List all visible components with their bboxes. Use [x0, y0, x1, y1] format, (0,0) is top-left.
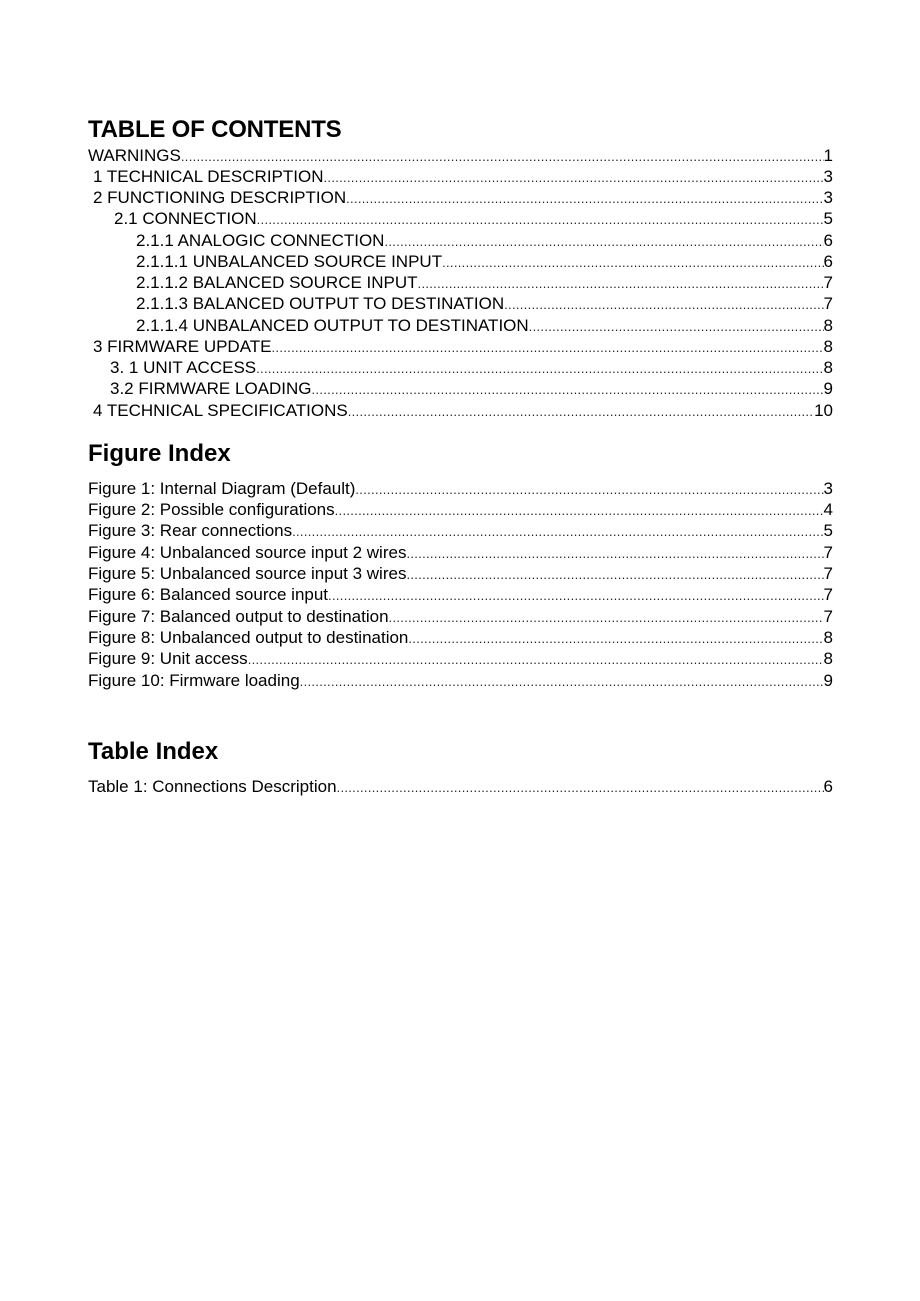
- toc-entry[interactable]: 2.1 CONNECTION ..... 5: [88, 208, 833, 229]
- figure-entry[interactable]: Figure 10: Firmware loading ..... 9: [88, 670, 833, 691]
- dot-leader: [257, 209, 824, 230]
- toc-entry[interactable]: 2.1.1.3 BALANCED OUTPUT TO DESTINATION ..... 7: [88, 293, 833, 314]
- dot-leader: [346, 188, 823, 209]
- dot-leader: [256, 358, 823, 379]
- figure-entry[interactable]: Figure 1: Internal Diagram (Default) ..... 3: [88, 478, 833, 499]
- dot-leader: [529, 316, 824, 337]
- figure-entry[interactable]: Figure 9: Unit access ..... 8: [88, 648, 833, 669]
- dot-leader: [337, 777, 824, 798]
- dot-leader: [406, 543, 823, 564]
- toc-entry[interactable]: 2.1.1 ANALOGIC CONNECTION ..... 6: [88, 230, 833, 251]
- figure-entry[interactable]: Figure 8: Unbalanced output to destination ..... 8: [88, 627, 833, 648]
- figure-index-title: Figure Index: [88, 440, 231, 467]
- toc-entry[interactable]: 3. 1 UNIT ACCESS ..... 8: [88, 357, 833, 378]
- dot-leader: [442, 252, 823, 273]
- toc-entry[interactable]: 1 TECHNICAL DESCRIPTION ..... 3: [88, 166, 833, 187]
- toc-entry[interactable]: 2.1.1.2 BALANCED SOURCE INPUT ..... 7: [88, 272, 833, 293]
- toc-entry[interactable]: 3 FIRMWARE UPDATE ..... 8: [88, 336, 833, 357]
- dot-leader: [418, 273, 824, 294]
- dot-leader: [504, 294, 823, 315]
- toc-entry[interactable]: WARNINGS ..... 1: [88, 145, 833, 166]
- dot-leader: [312, 379, 824, 400]
- dot-leader: [248, 649, 824, 670]
- figure-entry[interactable]: Figure 3: Rear connections ..... 5: [88, 520, 833, 541]
- toc-entry[interactable]: 2.1.1.4 UNBALANCED OUTPUT TO DESTINATION ..... 8: [88, 315, 833, 336]
- toc-entry[interactable]: 2.1.1.1 UNBALANCED SOURCE INPUT ..... 6: [88, 251, 833, 272]
- figure-entry[interactable]: Figure 7: Balanced output to destination ..... 7: [88, 606, 833, 627]
- figure-entry[interactable]: Figure 2: Possible configurations ..... 4: [88, 499, 833, 520]
- toc-entry[interactable]: 4 TECHNICAL SPECIFICATIONS ..... 10: [88, 400, 833, 421]
- toc-entry[interactable]: 2 FUNCTIONING DESCRIPTION ..... 3: [88, 187, 833, 208]
- table-entry[interactable]: Table 1: Connections Description ..... 6: [88, 776, 833, 797]
- dot-leader: [335, 500, 824, 521]
- dot-leader: [389, 607, 824, 628]
- figure-entry[interactable]: Figure 5: Unbalanced source input 3 wires ..... 7: [88, 563, 833, 584]
- dot-leader: [355, 479, 823, 500]
- toc-title: TABLE OF CONTENTS: [88, 116, 342, 143]
- dot-leader: [406, 564, 823, 585]
- figure-entry[interactable]: Figure 4: Unbalanced source input 2 wires ..... 7: [88, 542, 833, 563]
- dot-leader: [408, 628, 823, 649]
- dot-leader: [181, 146, 824, 167]
- dot-leader: [384, 231, 823, 252]
- dot-leader: [300, 671, 824, 692]
- dot-leader: [272, 337, 824, 358]
- toc-entry[interactable]: 3.2 FIRMWARE LOADING ..... 9: [88, 378, 833, 399]
- dot-leader: [292, 521, 823, 542]
- dot-leader: [348, 401, 814, 422]
- figure-entry[interactable]: Figure 6: Balanced source input ..... 7: [88, 584, 833, 605]
- dot-leader: [324, 167, 824, 188]
- dot-leader: [328, 585, 823, 606]
- table-index-title: Table Index: [88, 738, 219, 765]
